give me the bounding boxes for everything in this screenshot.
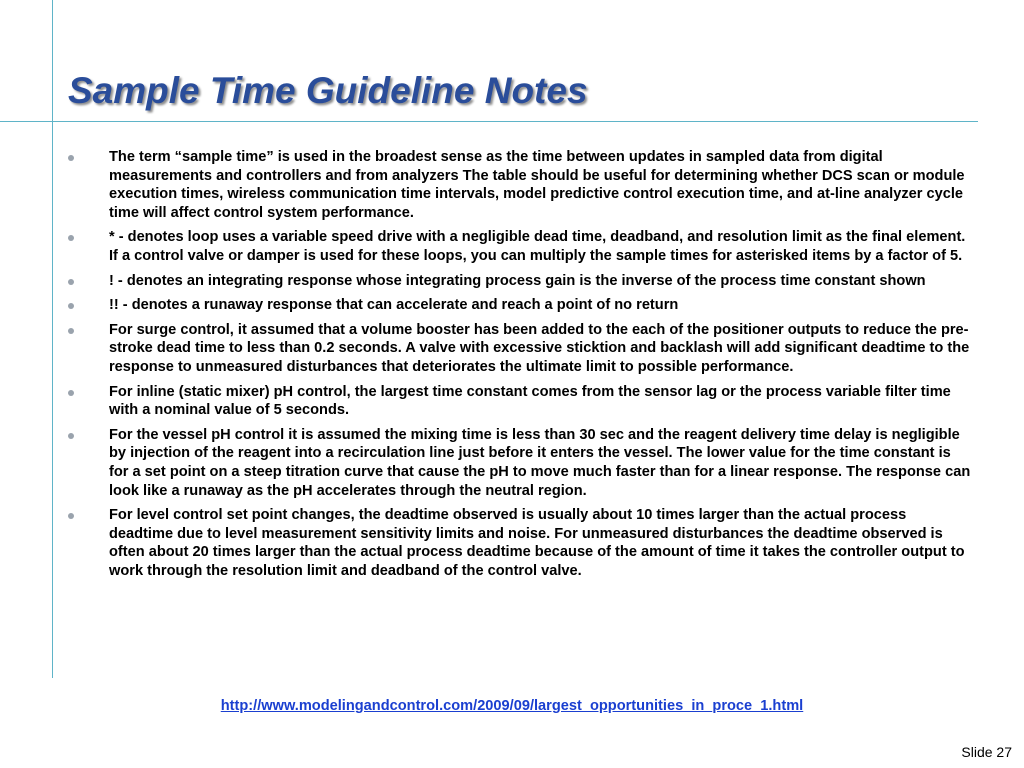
bullet-dot-icon [68, 279, 74, 285]
bullet-text: ! - denotes an integrating response whose integrating process gain is the inverse of the process time constant shown [109, 272, 926, 289]
title-underline [0, 121, 978, 122]
bullet-dot-icon [68, 328, 74, 334]
bullet-text: For the vessel pH control it is assumed the mixing time is less than 30 sec and the reagent delivery time delay is negligible by injection of the reagent into a recirculation line just before it enters the vessel. The lower value for the time constant is for a set point on a steep titration curve that cause the pH to move much faster than for a linear response. The response can look like a runaway as the pH accelerates through the neutral region. [109, 426, 971, 499]
bullet-item-level-control [64, 506, 974, 580]
vertical-accent-line [52, 0, 53, 678]
bullet-item-asterisk [64, 228, 974, 265]
slide-number: Slide 27 [961, 744, 1012, 760]
bullet-item-sample-time [64, 148, 974, 222]
bullet-dot-icon [68, 303, 74, 309]
page-title: Sample Time Guideline Notes [68, 70, 588, 111]
bullet-text: For surge control, it assumed that a volume booster has been added to the each of the positioner outputs to reduce the pre-stroke dead time to less than 0.2 seconds. A valve with excessive sticktion and backlash will add significant deadtime to the response to unmeasured disturbances that deteriorates the ultimate limit to possible performance. [109, 321, 970, 375]
bullet-item-inline-ph [64, 383, 974, 420]
bullet-item-runaway [64, 296, 974, 315]
bullet-item-integrating [64, 272, 974, 291]
bullet-list [64, 148, 974, 586]
bullet-dot-icon [68, 513, 74, 519]
bullet-item-vessel-ph [64, 426, 974, 500]
reference-link[interactable]: http://www.modelingandcontrol.com/2009/09/largest_opportunities_in_proce_1.html [220, 698, 804, 714]
bullet-dot-icon [68, 390, 74, 396]
bullet-dot-icon [68, 235, 74, 241]
bullet-text: For inline (static mixer) pH control, the largest time constant comes from the sensor lag or the process variable filter time with a nominal value of 5 seconds. [109, 383, 951, 419]
bullet-text: For level control set point changes, the deadtime observed is usually about 10 times larger than the actual process deadtime due to level measurement sensitivity limits and noise. For unmeasured disturbances the deadtime observed is often about 20 times larger than the actual process deadtime because of the amount of time it takes the controller output to work through the resolution limit and deadband of the control valve. [109, 507, 965, 579]
bullet-dot-icon [68, 433, 74, 439]
bullet-text: The term “sample time” is used in the broadest sense as the time between updates in sampled data from digital measurements and controllers and from analyzers The table should be useful for determining whether DCS scan or module execution times, wireless communication time intervals, model predictive control execution time, and at-line analyzer cycle time will affect control system performance. [109, 149, 965, 221]
bullet-item-surge-control [64, 321, 974, 377]
bullet-text: * - denotes loop uses a variable speed drive with a negligible dead time, deadband, and resolution limit as the final element. If a control valve or damper is used for these loops, you can multiply the sample times for asterisked items by a factor of 5. [109, 229, 966, 264]
bullet-text: !! - denotes a runaway response that can accelerate and reach a point of no return [109, 297, 679, 314]
bullet-dot-icon [68, 155, 74, 161]
